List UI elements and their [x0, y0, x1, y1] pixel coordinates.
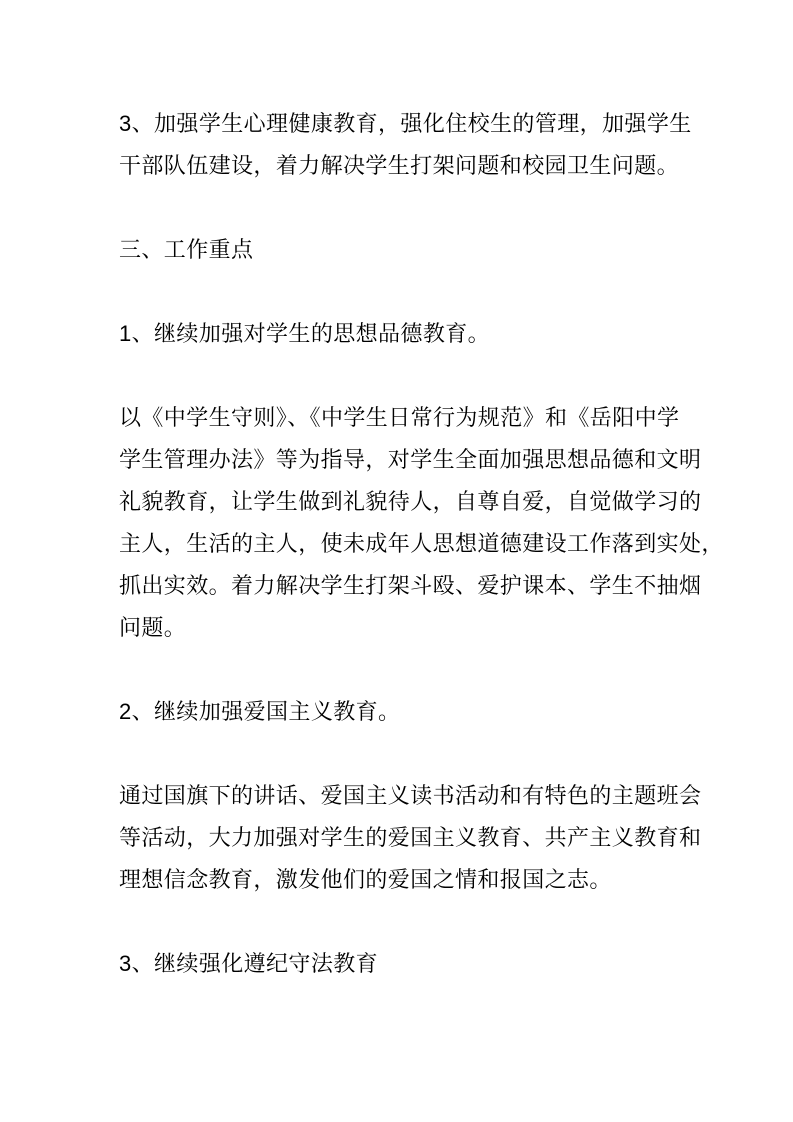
- document-paragraph-section2-item3: [119, 103, 692, 187]
- text-line: 通过国旗下的讲话、爱国主义读书活动和有特色的主题班会: [119, 783, 702, 808]
- text-line: 干部队伍建设，着力解决学生打架问题和校园卫生问题。: [119, 153, 680, 178]
- text-line: 学生管理办法》等为指导，对学生全面加强思想品德和文明: [119, 447, 702, 472]
- text-line: 3、加强学生心理健康教育，强化住校生的管理，加强学生: [119, 111, 692, 136]
- document-paragraph-section3-item3-heading: [119, 943, 685, 985]
- text-line: 以《中学生守则》、《中学生日常行为规范》和《岳阳中学: [119, 405, 680, 430]
- text-line: 主人，生活的主人，使未成年人思想道德建设工作落到实处，: [119, 531, 724, 556]
- text-line: 等活动，大力加强对学生的爱国主义教育、共产主义教育和: [119, 825, 702, 850]
- document-content: [119, 103, 724, 1027]
- text-line: 1、继续加强对学生的思想品德教育。: [119, 321, 491, 346]
- text-line: 理想信念教育，激发他们的爱国之情和报国之志。: [119, 867, 612, 892]
- text-line: 抓出实效。着力解决学生打架斗殴、爱护课本、学生不抽烟: [119, 573, 702, 598]
- text-line: 3、继续强化遵纪守法教育: [119, 951, 379, 976]
- text-line: 2、继续加强爱国主义教育。: [119, 699, 401, 724]
- text-line: 问题。: [119, 615, 187, 640]
- document-paragraph-section3-item2-body: [119, 775, 702, 901]
- document-paragraph-section3-item1-body: [119, 397, 724, 649]
- document-paragraph-section3-item2-heading: [119, 691, 685, 733]
- text-line: 三、工作重点: [119, 237, 254, 262]
- document-paragraph-section3-heading: [119, 229, 685, 271]
- text-line: 礼貌教育，让学生做到礼貌待人，自尊自爱，自觉做学习的: [119, 489, 702, 514]
- document-paragraph-section3-item1-heading: [119, 313, 685, 355]
